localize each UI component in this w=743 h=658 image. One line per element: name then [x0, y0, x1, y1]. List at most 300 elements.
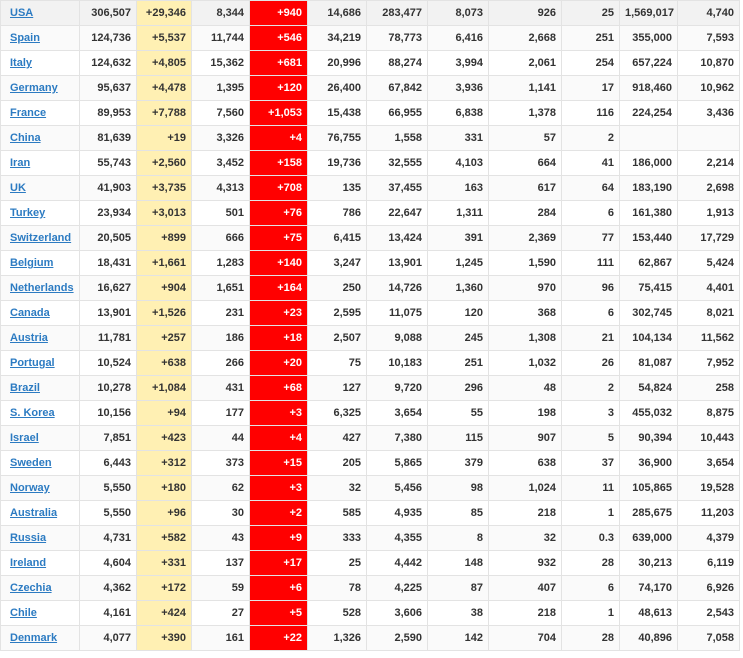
new-cases-cell: +3,013: [137, 201, 192, 226]
active-cases-cell: 5,456: [367, 476, 428, 501]
country-cell: [1, 301, 80, 326]
cases-per-million-cell: 368: [489, 301, 562, 326]
new-cases-cell: +2,560: [137, 151, 192, 176]
total-recovered-cell: 14,686: [308, 1, 367, 26]
new-deaths-cell: +23: [250, 301, 308, 326]
serious-critical-cell: 98: [428, 476, 489, 501]
tests-per-million-cell: 10,962: [678, 76, 740, 101]
active-cases-cell: 5,865: [367, 451, 428, 476]
new-deaths-cell: +68: [250, 376, 308, 401]
total-cases-cell: 6,443: [80, 451, 137, 476]
deaths-per-million-cell: 251: [562, 26, 620, 51]
total-tests-cell: 48,613: [620, 601, 678, 626]
tests-per-million-cell: 7,058: [678, 626, 740, 651]
total-recovered-cell: 19,736: [308, 151, 367, 176]
table-body: [1, 1, 740, 651]
new-deaths-cell: +22: [250, 626, 308, 651]
total-recovered-cell: 786: [308, 201, 367, 226]
table-row: [1, 251, 740, 276]
total-cases-cell: 10,278: [80, 376, 137, 401]
cases-per-million-cell: 1,590: [489, 251, 562, 276]
total-recovered-cell: 427: [308, 426, 367, 451]
cases-per-million-cell: 970: [489, 276, 562, 301]
serious-critical-cell: 379: [428, 451, 489, 476]
country-cell: [1, 76, 80, 101]
deaths-per-million-cell: 111: [562, 251, 620, 276]
cases-per-million-cell: 218: [489, 601, 562, 626]
deaths-per-million-cell: 6: [562, 576, 620, 601]
active-cases-cell: 3,654: [367, 401, 428, 426]
active-cases-cell: 11,075: [367, 301, 428, 326]
country-cell: [1, 201, 80, 226]
tests-per-million-cell: [678, 126, 740, 151]
tests-per-million-cell: 7,593: [678, 26, 740, 51]
total-deaths-cell: 3,326: [192, 126, 250, 151]
table-row: [1, 276, 740, 301]
tests-per-million-cell: 3,436: [678, 101, 740, 126]
new-cases-cell: +899: [137, 226, 192, 251]
country-cell: [1, 426, 80, 451]
cases-per-million-cell: 2,668: [489, 26, 562, 51]
country-link[interactable]: Spain: [10, 32, 40, 44]
total-tests-cell: 30,213: [620, 551, 678, 576]
deaths-per-million-cell: 2: [562, 376, 620, 401]
table-row: [1, 526, 740, 551]
total-cases-cell: 5,550: [80, 501, 137, 526]
deaths-per-million-cell: 3: [562, 401, 620, 426]
total-tests-cell: 918,460: [620, 76, 678, 101]
country-cell: [1, 376, 80, 401]
total-recovered-cell: 205: [308, 451, 367, 476]
new-cases-cell: +582: [137, 526, 192, 551]
country-link[interactable]: Italy: [10, 57, 33, 69]
country-cell: [1, 501, 80, 526]
country-link[interactable]: S. Korea: [10, 407, 55, 419]
tests-per-million-cell: 4,379: [678, 526, 740, 551]
deaths-per-million-cell: 17: [562, 76, 620, 101]
total-recovered-cell: 528: [308, 601, 367, 626]
country-cell: [1, 126, 80, 151]
table-row: [1, 101, 740, 126]
total-tests-cell: 90,394: [620, 426, 678, 451]
serious-critical-cell: 55: [428, 401, 489, 426]
cases-per-million-cell: 57: [489, 126, 562, 151]
table-row: [1, 151, 740, 176]
serious-critical-cell: 4,103: [428, 151, 489, 176]
total-tests-cell: [620, 126, 678, 151]
serious-critical-cell: 3,994: [428, 51, 489, 76]
tests-per-million-cell: 17,729: [678, 226, 740, 251]
cases-per-million-cell: 407: [489, 576, 562, 601]
country-cell: [1, 601, 80, 626]
table-row: [1, 126, 740, 151]
total-deaths-cell: 666: [192, 226, 250, 251]
serious-critical-cell: 38: [428, 601, 489, 626]
total-deaths-cell: 231: [192, 301, 250, 326]
total-cases-cell: 18,431: [80, 251, 137, 276]
deaths-per-million-cell: 28: [562, 626, 620, 651]
total-cases-cell: 20,505: [80, 226, 137, 251]
total-deaths-cell: 431: [192, 376, 250, 401]
total-cases-cell: 4,731: [80, 526, 137, 551]
tests-per-million-cell: 6,926: [678, 576, 740, 601]
total-cases-cell: 124,736: [80, 26, 137, 51]
new-cases-cell: +1,526: [137, 301, 192, 326]
active-cases-cell: 13,901: [367, 251, 428, 276]
active-cases-cell: 88,274: [367, 51, 428, 76]
new-cases-cell: +4,478: [137, 76, 192, 101]
country-cell: [1, 26, 80, 51]
total-tests-cell: 224,254: [620, 101, 678, 126]
total-tests-cell: 355,000: [620, 26, 678, 51]
total-cases-cell: 306,507: [80, 1, 137, 26]
total-recovered-cell: 585: [308, 501, 367, 526]
total-recovered-cell: 127: [308, 376, 367, 401]
country-cell: [1, 1, 80, 26]
new-deaths-cell: +17: [250, 551, 308, 576]
total-recovered-cell: 333: [308, 526, 367, 551]
tests-per-million-cell: 2,214: [678, 151, 740, 176]
tests-per-million-cell: 7,952: [678, 351, 740, 376]
total-tests-cell: 657,224: [620, 51, 678, 76]
total-recovered-cell: 76,755: [308, 126, 367, 151]
total-deaths-cell: 30: [192, 501, 250, 526]
cases-per-million-cell: 48: [489, 376, 562, 401]
total-recovered-cell: 78: [308, 576, 367, 601]
new-cases-cell: +4,805: [137, 51, 192, 76]
deaths-per-million-cell: 11: [562, 476, 620, 501]
total-tests-cell: 54,824: [620, 376, 678, 401]
new-cases-cell: +1,661: [137, 251, 192, 276]
country-cell: [1, 326, 80, 351]
serious-critical-cell: 8,073: [428, 1, 489, 26]
total-deaths-cell: 501: [192, 201, 250, 226]
country-link[interactable]: Switzerland: [10, 232, 72, 244]
country-cell: [1, 626, 80, 651]
tests-per-million-cell: 258: [678, 376, 740, 401]
deaths-per-million-cell: 21: [562, 326, 620, 351]
country-link[interactable]: Belgium: [10, 257, 54, 269]
serious-critical-cell: 142: [428, 626, 489, 651]
table-row: [1, 626, 740, 651]
country-link[interactable]: Russia: [10, 532, 47, 544]
total-tests-cell: 40,896: [620, 626, 678, 651]
cases-per-million-cell: 1,032: [489, 351, 562, 376]
deaths-per-million-cell: 77: [562, 226, 620, 251]
total-cases-cell: 4,362: [80, 576, 137, 601]
serious-critical-cell: 87: [428, 576, 489, 601]
country-link[interactable]: Sweden: [10, 457, 52, 469]
total-deaths-cell: 8,344: [192, 1, 250, 26]
active-cases-cell: 14,726: [367, 276, 428, 301]
total-cases-cell: 7,851: [80, 426, 137, 451]
new-deaths-cell: +3: [250, 476, 308, 501]
country-link[interactable]: Denmark: [10, 632, 58, 644]
total-recovered-cell: 1,326: [308, 626, 367, 651]
total-cases-cell: 124,632: [80, 51, 137, 76]
table-row: [1, 201, 740, 226]
new-deaths-cell: +4: [250, 126, 308, 151]
active-cases-cell: 2,590: [367, 626, 428, 651]
tests-per-million-cell: 4,401: [678, 276, 740, 301]
table-row: [1, 301, 740, 326]
active-cases-cell: 7,380: [367, 426, 428, 451]
total-deaths-cell: 137: [192, 551, 250, 576]
country-cell: [1, 101, 80, 126]
deaths-per-million-cell: 116: [562, 101, 620, 126]
total-tests-cell: 161,380: [620, 201, 678, 226]
country-link[interactable]: Chile: [10, 607, 37, 619]
total-deaths-cell: 186: [192, 326, 250, 351]
country-link[interactable]: UK: [10, 182, 26, 194]
table-row: [1, 176, 740, 201]
deaths-per-million-cell: 5: [562, 426, 620, 451]
cases-per-million-cell: 1,308: [489, 326, 562, 351]
active-cases-cell: 66,955: [367, 101, 428, 126]
deaths-per-million-cell: 25: [562, 1, 620, 26]
new-deaths-cell: +546: [250, 26, 308, 51]
country-link[interactable]: Canada: [10, 307, 50, 319]
cases-per-million-cell: 198: [489, 401, 562, 426]
total-tests-cell: 75,415: [620, 276, 678, 301]
tests-per-million-cell: 2,698: [678, 176, 740, 201]
total-recovered-cell: 26,400: [308, 76, 367, 101]
total-cases-cell: 16,627: [80, 276, 137, 301]
table-row: [1, 51, 740, 76]
total-tests-cell: 285,675: [620, 501, 678, 526]
total-cases-cell: 95,637: [80, 76, 137, 101]
country-link[interactable]: France: [10, 107, 47, 119]
tests-per-million-cell: 10,443: [678, 426, 740, 451]
total-tests-cell: 302,745: [620, 301, 678, 326]
table-row: [1, 26, 740, 51]
total-cases-cell: 23,934: [80, 201, 137, 226]
new-cases-cell: +94: [137, 401, 192, 426]
table-row: [1, 351, 740, 376]
total-cases-cell: 81,639: [80, 126, 137, 151]
country-cell: [1, 276, 80, 301]
serious-critical-cell: 331: [428, 126, 489, 151]
new-cases-cell: +7,788: [137, 101, 192, 126]
active-cases-cell: 283,477: [367, 1, 428, 26]
cases-per-million-cell: 2,061: [489, 51, 562, 76]
total-tests-cell: 62,867: [620, 251, 678, 276]
tests-per-million-cell: 8,021: [678, 301, 740, 326]
deaths-per-million-cell: 41: [562, 151, 620, 176]
new-cases-cell: +1,084: [137, 376, 192, 401]
country-link[interactable]: Germany: [10, 82, 58, 94]
cases-per-million-cell: 638: [489, 451, 562, 476]
country-cell: [1, 226, 80, 251]
new-cases-cell: +312: [137, 451, 192, 476]
tests-per-million-cell: 10,870: [678, 51, 740, 76]
serious-critical-cell: 148: [428, 551, 489, 576]
serious-critical-cell: 245: [428, 326, 489, 351]
deaths-per-million-cell: 64: [562, 176, 620, 201]
active-cases-cell: 4,935: [367, 501, 428, 526]
new-deaths-cell: +708: [250, 176, 308, 201]
active-cases-cell: 1,558: [367, 126, 428, 151]
serious-critical-cell: 120: [428, 301, 489, 326]
total-recovered-cell: 20,996: [308, 51, 367, 76]
country-link[interactable]: Ireland: [10, 557, 47, 569]
country-link[interactable]: Netherlands: [10, 282, 74, 294]
country-link[interactable]: Australia: [10, 507, 58, 519]
country-link[interactable]: Iran: [10, 157, 31, 169]
total-deaths-cell: 266: [192, 351, 250, 376]
total-cases-cell: 13,901: [80, 301, 137, 326]
cases-per-million-cell: 1,024: [489, 476, 562, 501]
serious-critical-cell: 391: [428, 226, 489, 251]
serious-critical-cell: 115: [428, 426, 489, 451]
new-cases-cell: +172: [137, 576, 192, 601]
total-recovered-cell: 250: [308, 276, 367, 301]
deaths-per-million-cell: 1: [562, 601, 620, 626]
country-cell: [1, 551, 80, 576]
total-deaths-cell: 177: [192, 401, 250, 426]
active-cases-cell: 3,606: [367, 601, 428, 626]
active-cases-cell: 32,555: [367, 151, 428, 176]
new-deaths-cell: +120: [250, 76, 308, 101]
total-tests-cell: 639,000: [620, 526, 678, 551]
total-cases-cell: 41,903: [80, 176, 137, 201]
active-cases-cell: 13,424: [367, 226, 428, 251]
country-link[interactable]: Czechia: [10, 582, 52, 594]
new-cases-cell: +3,735: [137, 176, 192, 201]
country-cell: [1, 351, 80, 376]
active-cases-cell: 4,355: [367, 526, 428, 551]
active-cases-cell: 9,088: [367, 326, 428, 351]
serious-critical-cell: 1,311: [428, 201, 489, 226]
deaths-per-million-cell: 6: [562, 201, 620, 226]
cases-per-million-cell: 1,378: [489, 101, 562, 126]
total-cases-cell: 4,161: [80, 601, 137, 626]
total-recovered-cell: 2,507: [308, 326, 367, 351]
country-link[interactable]: USA: [10, 7, 34, 19]
active-cases-cell: 37,455: [367, 176, 428, 201]
new-deaths-cell: +9: [250, 526, 308, 551]
total-recovered-cell: 6,415: [308, 226, 367, 251]
deaths-per-million-cell: 0.3: [562, 526, 620, 551]
total-recovered-cell: 135: [308, 176, 367, 201]
new-deaths-cell: +140: [250, 251, 308, 276]
country-link[interactable]: Portugal: [10, 357, 55, 369]
total-deaths-cell: 161: [192, 626, 250, 651]
cases-per-million-cell: 2,369: [489, 226, 562, 251]
country-cell: [1, 451, 80, 476]
cases-per-million-cell: 1,141: [489, 76, 562, 101]
total-tests-cell: 455,032: [620, 401, 678, 426]
serious-critical-cell: 6,416: [428, 26, 489, 51]
table-row: [1, 601, 740, 626]
total-cases-cell: 4,604: [80, 551, 137, 576]
active-cases-cell: 78,773: [367, 26, 428, 51]
table-row: [1, 551, 740, 576]
total-deaths-cell: 3,452: [192, 151, 250, 176]
serious-critical-cell: 251: [428, 351, 489, 376]
new-cases-cell: +19: [137, 126, 192, 151]
total-tests-cell: 81,087: [620, 351, 678, 376]
total-cases-cell: 4,077: [80, 626, 137, 651]
serious-critical-cell: 1,360: [428, 276, 489, 301]
total-cases-cell: 10,524: [80, 351, 137, 376]
total-cases-cell: 11,781: [80, 326, 137, 351]
total-recovered-cell: 75: [308, 351, 367, 376]
country-link[interactable]: Austria: [10, 332, 48, 344]
deaths-per-million-cell: 37: [562, 451, 620, 476]
country-link[interactable]: China: [10, 132, 41, 144]
total-tests-cell: 74,170: [620, 576, 678, 601]
total-recovered-cell: 34,219: [308, 26, 367, 51]
cases-per-million-cell: 664: [489, 151, 562, 176]
cases-per-million-cell: 907: [489, 426, 562, 451]
cases-per-million-cell: 32: [489, 526, 562, 551]
total-recovered-cell: 32: [308, 476, 367, 501]
serious-critical-cell: 1,245: [428, 251, 489, 276]
total-cases-cell: 55,743: [80, 151, 137, 176]
new-deaths-cell: +6: [250, 576, 308, 601]
country-cell: [1, 576, 80, 601]
total-recovered-cell: 15,438: [308, 101, 367, 126]
serious-critical-cell: 85: [428, 501, 489, 526]
active-cases-cell: 67,842: [367, 76, 428, 101]
country-link[interactable]: Brazil: [10, 382, 40, 394]
new-deaths-cell: +18: [250, 326, 308, 351]
new-deaths-cell: +75: [250, 226, 308, 251]
country-link[interactable]: Turkey: [10, 207, 46, 219]
table-row: [1, 326, 740, 351]
deaths-per-million-cell: 6: [562, 301, 620, 326]
country-link[interactable]: Israel: [10, 432, 39, 444]
total-tests-cell: 183,190: [620, 176, 678, 201]
cases-per-million-cell: 704: [489, 626, 562, 651]
total-deaths-cell: 4,313: [192, 176, 250, 201]
new-deaths-cell: +2: [250, 501, 308, 526]
table-row: [1, 401, 740, 426]
new-cases-cell: +638: [137, 351, 192, 376]
table-row: [1, 1, 740, 26]
country-link[interactable]: Norway: [10, 482, 50, 494]
total-tests-cell: 1,569,017: [620, 1, 678, 26]
total-deaths-cell: 7,560: [192, 101, 250, 126]
total-deaths-cell: 1,283: [192, 251, 250, 276]
new-deaths-cell: +15: [250, 451, 308, 476]
country-cell: [1, 526, 80, 551]
total-deaths-cell: 373: [192, 451, 250, 476]
deaths-per-million-cell: 254: [562, 51, 620, 76]
serious-critical-cell: 163: [428, 176, 489, 201]
tests-per-million-cell: 1,913: [678, 201, 740, 226]
tests-per-million-cell: 6,119: [678, 551, 740, 576]
total-deaths-cell: 1,651: [192, 276, 250, 301]
table-row: [1, 451, 740, 476]
country-cell: [1, 176, 80, 201]
total-recovered-cell: 25: [308, 551, 367, 576]
country-cell: [1, 151, 80, 176]
serious-critical-cell: 296: [428, 376, 489, 401]
total-deaths-cell: 43: [192, 526, 250, 551]
new-cases-cell: +424: [137, 601, 192, 626]
table-row: [1, 476, 740, 501]
table-row: [1, 426, 740, 451]
country-cell: [1, 251, 80, 276]
table-row: [1, 501, 740, 526]
cases-per-million-cell: 617: [489, 176, 562, 201]
total-deaths-cell: 27: [192, 601, 250, 626]
cases-per-million-cell: 284: [489, 201, 562, 226]
total-cases-cell: 10,156: [80, 401, 137, 426]
serious-critical-cell: 3,936: [428, 76, 489, 101]
